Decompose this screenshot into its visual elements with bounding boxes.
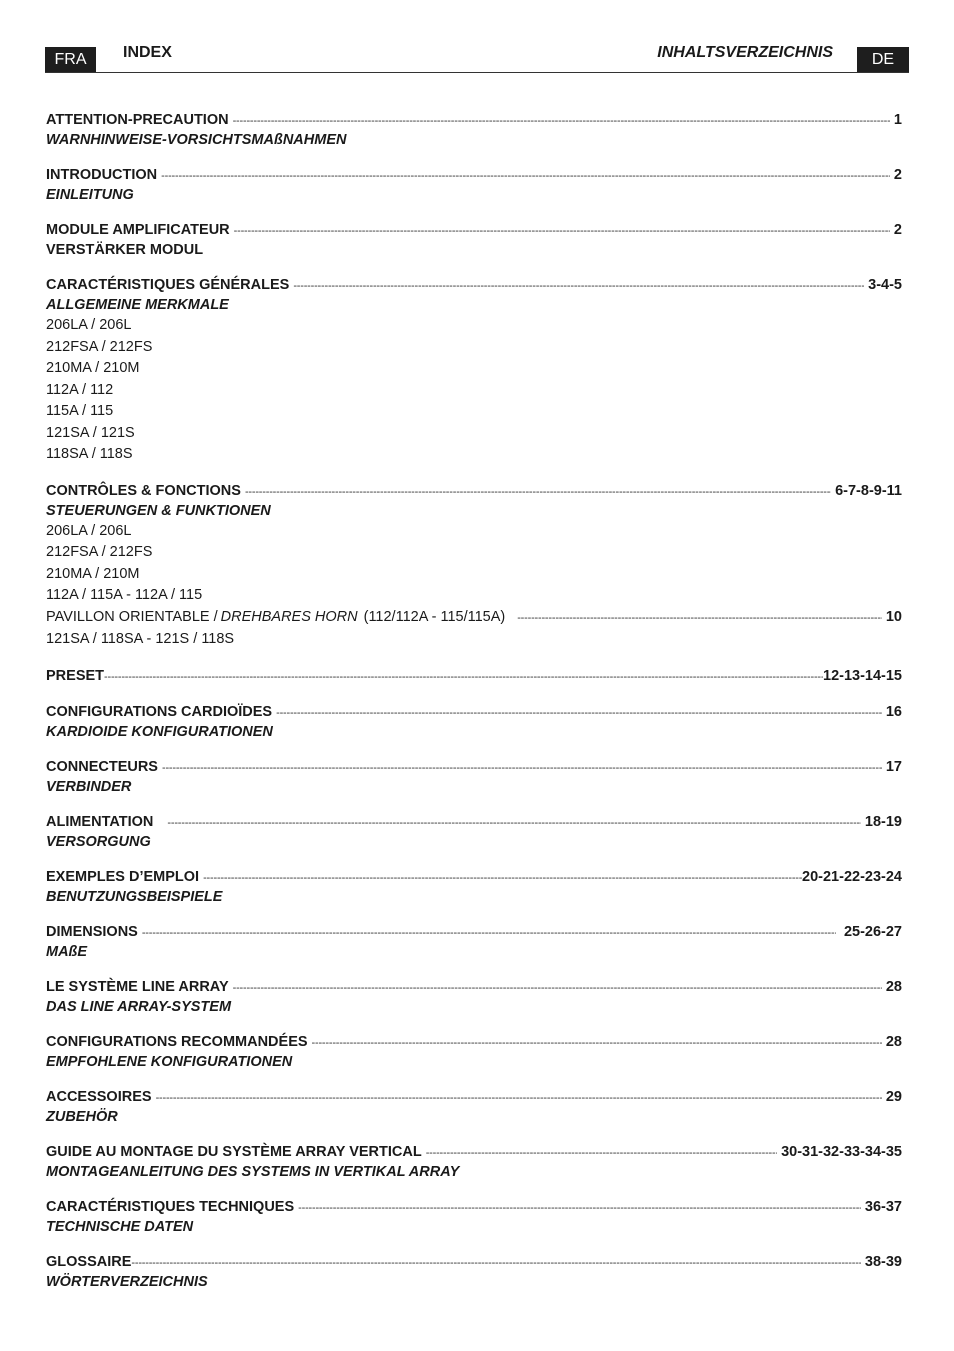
pavillon-line — [46, 607, 902, 630]
toc-page: 2 — [893, 167, 902, 183]
toc-entry-cardioides — [46, 703, 902, 742]
toc-title: DIMENSIONS — [46, 923, 138, 940]
toc-subtitle: VERSTÄRKER MODUL — [46, 242, 204, 258]
toc-title: ATTENTION-PRECAUTION — [46, 112, 229, 128]
toc-title: CONFIGURATIONS RECOMMANDÉES — [46, 1033, 308, 1050]
toc-page: 20-21-22-23-24 — [802, 868, 902, 885]
model-item: 115A / 115 — [46, 403, 114, 419]
dot-leader — [517, 608, 882, 630]
model-item: 121SA / 121S — [46, 424, 135, 441]
language-badge-fra: FRA — [45, 47, 96, 72]
table-of-contents — [46, 111, 902, 1308]
toc-title: EXEMPLES D’EMPLOI — [46, 868, 200, 885]
toc-entry-accessoires — [46, 1088, 902, 1127]
toc-subtitle: EMPFOHLENE KONFIGURATIONEN — [46, 1053, 293, 1070]
toc-entry-line-array — [46, 978, 902, 1017]
toc-page: 2 — [893, 222, 902, 238]
toc-entry-attention — [46, 111, 902, 150]
pavillon-models: (112/112A - 115/115A) — [363, 608, 506, 625]
toc-line — [46, 482, 902, 502]
toc-entry-dimensions — [46, 923, 902, 962]
toc-page: 16 — [885, 703, 902, 720]
toc-entry-caracteristiques — [46, 276, 902, 466]
toc-entry-techniques — [46, 1198, 902, 1237]
page-header — [45, 43, 909, 73]
toc-line — [46, 276, 902, 296]
pavillon-de-label: DREHBARES HORN — [220, 608, 358, 625]
toc-subtitle: TECHNISCHE DATEN — [46, 1218, 194, 1235]
toc-subtitle: VERBINDER — [46, 778, 132, 795]
toc-title: CONNECTEURS — [46, 758, 158, 775]
dot-leader — [233, 979, 882, 998]
dot-leader — [131, 1254, 861, 1273]
toc-line — [46, 1198, 902, 1218]
toc-entry-module — [46, 221, 902, 260]
model-item: 206LA / 206L — [46, 522, 132, 539]
toc-line — [46, 166, 902, 186]
toc-subtitle: STEUERUNGEN & FUNKTIONEN — [46, 502, 271, 519]
toc-title: INTRODUCTION — [46, 167, 158, 183]
toc-subtitle: ZUBEHÖR — [46, 1108, 118, 1125]
toc-page: 3-4-5 — [868, 277, 902, 293]
toc-entry-preset — [46, 667, 902, 687]
toc-page: 28 — [885, 978, 902, 995]
dot-leader — [276, 704, 882, 723]
toc-page: 6-7-8-9-11 — [835, 482, 902, 499]
toc-line — [46, 1033, 902, 1053]
toc-entry-connecteurs — [46, 758, 902, 797]
toc-subtitle: ALLGEMEINE MERKMALE — [46, 297, 229, 313]
model-item: 212FSA / 212FS — [46, 544, 153, 560]
toc-page: 17 — [885, 758, 902, 775]
pavillon-fr-label: PAVILLON ORIENTABLE / — [46, 608, 218, 625]
toc-page: 29 — [885, 1088, 902, 1105]
toc-page: 36-37 — [864, 1198, 902, 1215]
toc-page: 10 — [885, 608, 902, 625]
model-item: 112A / 115A - 112A / 115 — [46, 587, 203, 603]
toc-subtitle: MONTAGEANLEITUNG DES SYSTEMS IN VERTIKAL ARRAY — [46, 1163, 460, 1180]
model-item: 206LA / 206L — [46, 317, 132, 333]
dot-leader — [293, 277, 864, 296]
model-item: 118SA / 118S — [46, 446, 133, 462]
toc-page: 1 — [893, 112, 902, 128]
toc-line — [46, 1253, 902, 1273]
toc-subtitle: VERSORGUNG — [46, 833, 151, 850]
model-item: 210MA / 210M — [46, 565, 140, 582]
dot-leader — [104, 668, 823, 687]
toc-entry-introduction — [46, 166, 902, 205]
dot-leader — [233, 112, 890, 131]
model-item: 121SA / 118SA - 121S / 118S — [46, 631, 235, 647]
dot-leader — [162, 759, 882, 778]
language-badge-de: DE — [857, 47, 909, 72]
model-item: 212FSA / 212FS — [46, 338, 153, 355]
toc-subtitle: WARNHINWEISE-VORSICHTSMAßNAHMEN — [46, 132, 347, 148]
dot-leader — [161, 167, 890, 186]
dot-leader — [312, 1034, 882, 1053]
toc-subtitle: EINLEITUNG — [46, 187, 134, 203]
toc-title: CONTRÔLES & FONCTIONS — [46, 482, 241, 499]
toc-title: CONFIGURATIONS CARDIOÏDES — [46, 703, 273, 720]
toc-line — [46, 703, 902, 723]
toc-page: 30-31-32-33-34-35 — [781, 1143, 902, 1160]
toc-entry-alimentation — [46, 813, 902, 852]
dot-leader — [156, 1089, 882, 1108]
toc-entry-exemples — [46, 868, 902, 907]
dot-leader — [426, 1144, 777, 1163]
toc-title: ALIMENTATION — [46, 813, 154, 830]
toc-title: CARACTÉRISTIQUES GÉNÉRALES — [46, 277, 290, 293]
toc-line — [46, 1143, 902, 1163]
toc-line — [46, 923, 902, 943]
toc-line — [46, 221, 902, 241]
dot-leader — [245, 483, 831, 502]
toc-title: ACCESSOIRES — [46, 1088, 152, 1105]
toc-title: PRESET — [46, 667, 105, 684]
toc-page: 25-26-27 — [843, 923, 902, 940]
toc-subtitle: KARDIOIDE KONFIGURATIONEN — [46, 723, 273, 740]
toc-title: LE SYSTÈME LINE ARRAY — [46, 978, 229, 995]
inhaltsverzeichnis-title: INHALTSVERZEICHNIS — [657, 44, 833, 61]
toc-line — [46, 111, 902, 131]
toc-title: GUIDE AU MONTAGE DU SYSTÈME ARRAY VERTICAL — [46, 1143, 422, 1160]
index-title: INDEX — [123, 44, 172, 61]
toc-entry-controles — [46, 482, 902, 651]
toc-title: GLOSSAIRE — [46, 1253, 132, 1270]
toc-line — [46, 758, 902, 778]
toc-line — [46, 978, 902, 998]
model-item: 112A / 112 — [46, 381, 114, 398]
toc-line — [46, 1088, 902, 1108]
toc-entry-recommandees — [46, 1033, 902, 1072]
toc-title: MODULE AMPLIFICATEUR — [46, 222, 230, 238]
toc-line — [46, 813, 902, 833]
dot-leader — [234, 222, 890, 241]
toc-page: 12-13-14-15 — [823, 667, 902, 684]
toc-title: CARACTÉRISTIQUES TECHNIQUES — [46, 1198, 295, 1215]
toc-page: 28 — [885, 1033, 902, 1050]
toc-entry-glossaire — [46, 1253, 902, 1292]
toc-subtitle: BENUTZUNGSBEISPIELE — [46, 888, 223, 905]
dot-leader — [142, 924, 836, 943]
toc-line — [46, 868, 902, 888]
toc-subtitle: MAßE — [46, 943, 88, 960]
dot-leader — [167, 814, 861, 833]
toc-subtitle: WÖRTERVERZEICHNIS — [46, 1273, 208, 1290]
model-item: 210MA / 210M — [46, 360, 140, 376]
toc-entry-guide — [46, 1143, 902, 1182]
toc-page: 18-19 — [864, 813, 902, 830]
dot-leader — [203, 869, 802, 888]
toc-page: 38-39 — [864, 1253, 902, 1270]
dot-leader — [298, 1199, 861, 1218]
toc-line — [46, 667, 902, 687]
toc-subtitle: DAS LINE ARRAY-SYSTEM — [46, 998, 232, 1015]
